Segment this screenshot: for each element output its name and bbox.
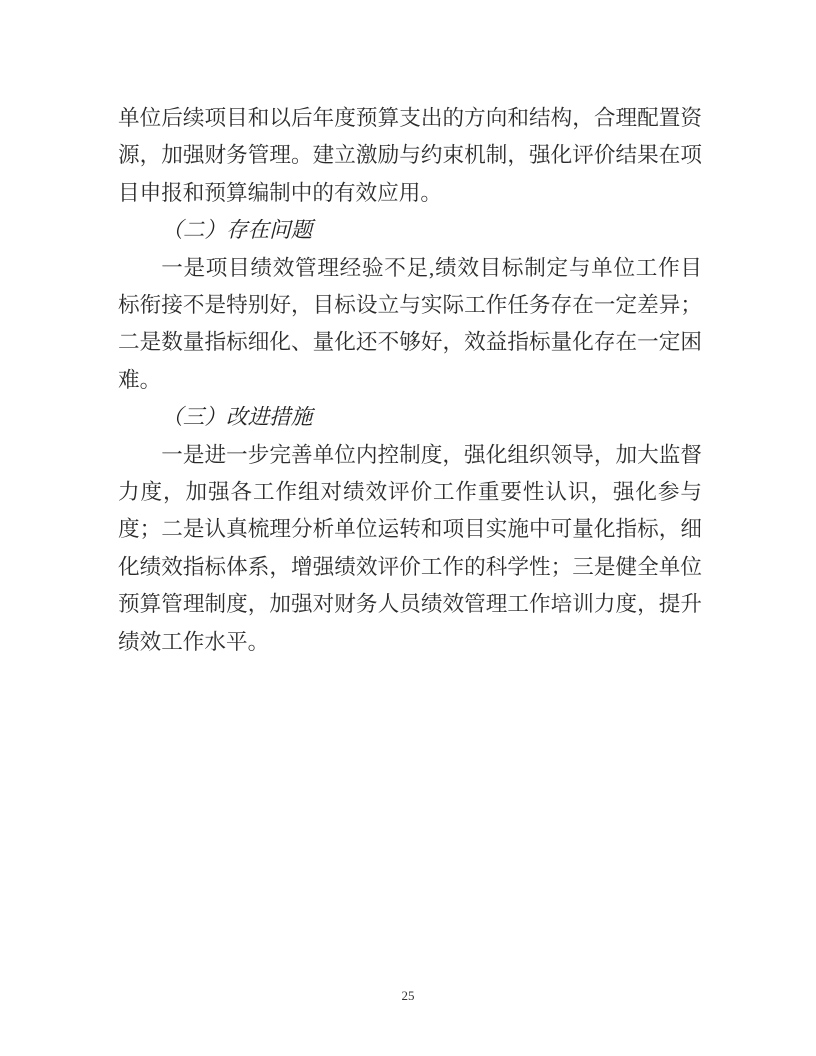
document-body — [118, 100, 702, 661]
paragraph-existing-problems: 一是项目绩效管理经验不足,绩效目标制定与单位工作目标衔接不是特别好，目标设立与实际工作任务存在一定差异；二是数量指标细化、量化还不够好，效益指标量化存在一定困难。 — [118, 255, 702, 392]
section-heading-improvement-measures: （三）改进措施 — [161, 405, 313, 430]
paragraph-continuation: 单位后续项目和以后年度预算支出的方向和结构，合理配置资源，加强财务管理。建立激励与约束机制，强化评价结果在项目申报和预算编制中的有效应用。 — [118, 106, 702, 205]
paragraph-improvement-measures: 一是进一步完善单位内控制度，强化组织领导，加大监督力度，加强各工作组对绩效评价工作重要性认识，强化参与度；二是认真梳理分析单位运转和项目实施中可量化指标，细化绩效指标体系，增强绩效评价工作的科学性；三是健全单位预算管理制度，加强对财务人员绩效管理工作培训力度，提升绩效工作水平。 — [118, 442, 702, 654]
section-heading-existing-problems: （二）存在问题 — [161, 218, 313, 243]
page-number: 25 — [401, 988, 415, 1003]
